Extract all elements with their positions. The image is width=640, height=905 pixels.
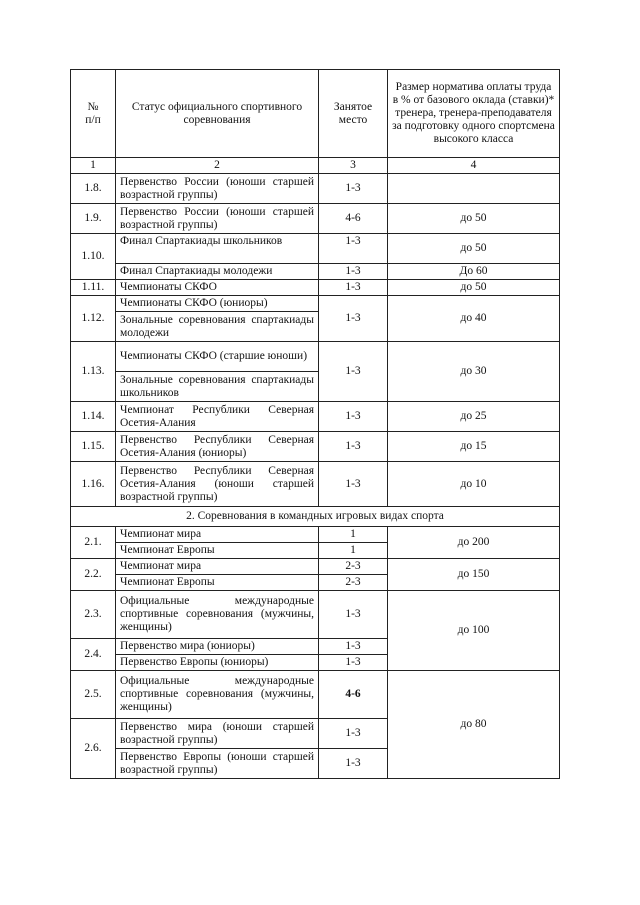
row-status: Первенство Европы (юноши старшей возрастной группы) [116,749,319,779]
row-status: Чемпионат мира [116,559,319,575]
row-pay: до 15 [388,432,560,462]
row-number: 1.15. [71,432,116,462]
row-number: 1.8. [71,174,116,204]
row-number: 2.1. [71,527,116,559]
row-number: 1.11. [71,280,116,296]
row-place: 2-3 [319,575,388,591]
row-place: 1-3 [319,280,388,296]
row-place: 1-3 [319,655,388,671]
header-pay: Размер норматива оплаты труда в % от базового оклада (ставки)* тренера, тренера-преподавателя за подготовку одного спортсмена высокого класса [388,70,560,158]
table-row [71,342,560,372]
section-title: 2. Соревнования в командных игровых видах спорта [71,507,560,527]
row-place: 1-3 [319,432,388,462]
row-place: 1 [319,543,388,559]
table-row [71,296,560,312]
row-number: 2.4. [71,639,116,671]
row-place: 2-3 [319,559,388,575]
row-pay: до 30 [388,342,560,402]
row-status: Официальные международные спортивные соревнования (мужчины, женщины) [116,671,319,719]
table-row [71,462,560,507]
row-status: Первенство России (юноши старшей возрастной группы) [116,204,319,234]
table-row [71,559,560,575]
row-number: 1.16. [71,462,116,507]
row-place: 4-6 [319,204,388,234]
payment-norms-table [70,69,560,779]
table-row [71,402,560,432]
row-pay: до 150 [388,559,560,591]
row-place: 1-3 [319,264,388,280]
row-status: Зональные соревнования спартакиады молодежи [116,312,319,342]
row-status: Чемпионаты СКФО (юниоры) [116,296,319,312]
row-place: 1-3 [319,462,388,507]
row-number: 1.10. [71,234,116,280]
row-pay [388,174,560,204]
row-number: 1.14. [71,402,116,432]
row-status: Чемпионат Европы [116,575,319,591]
table-row [71,234,560,264]
row-place: 1-3 [319,342,388,402]
row-place: 1-3 [319,296,388,342]
table-row [71,204,560,234]
row-number: 2.6. [71,719,116,779]
table-header-row [71,70,560,158]
row-pay: до 50 [388,280,560,296]
table-row [71,264,560,280]
header-number: № п/п [71,70,116,158]
row-status: Зональные соревнования спартакиады школьников [116,372,319,402]
row-number: 1.13. [71,342,116,402]
row-status: Первенство Республики Северная Осетия-Алания (юноши старшей возрастной группы) [116,462,319,507]
row-number: 1.9. [71,204,116,234]
row-status: Финал Спартакиады школьников [116,234,319,264]
row-place: 1-3 [319,234,388,264]
row-status: Чемпионаты СКФО (старшие юноши) [116,342,319,372]
row-place: 1-3 [319,174,388,204]
row-pay: до 100 [388,591,560,671]
row-pay: до 50 [388,204,560,234]
row-pay: до 50 [388,234,560,264]
row-place: 1-3 [319,591,388,639]
colnum-2: 2 [116,158,319,174]
row-status: Первенство мира (юноши старшей возрастной группы) [116,719,319,749]
table-row [71,280,560,296]
row-status: Чемпионат мира [116,527,319,543]
row-status: Официальные международные спортивные соревнования (мужчины, женщины) [116,591,319,639]
row-pay: до 40 [388,296,560,342]
row-place: 1-3 [319,402,388,432]
row-number: 1.12. [71,296,116,342]
row-pay: до 10 [388,462,560,507]
row-status: Чемпионат Республики Северная Осетия-Алания [116,402,319,432]
row-place: 1-3 [319,639,388,655]
row-pay: до 25 [388,402,560,432]
row-place: 1 [319,527,388,543]
table-row [71,527,560,543]
table-row [71,671,560,719]
row-number: 2.2. [71,559,116,591]
row-status: Первенство Европы (юниоры) [116,655,319,671]
row-place: 1-3 [319,719,388,749]
column-numbers-row [71,158,560,174]
row-place: 1-3 [319,749,388,779]
row-status: Первенство России (юноши старшей возрастной группы) [116,174,319,204]
row-status: Первенство Республики Северная Осетия-Алания (юниоры) [116,432,319,462]
row-pay: до 200 [388,527,560,559]
row-status: Чемпионат Европы [116,543,319,559]
row-pay: До 60 [388,264,560,280]
row-status: Финал Спартакиады молодежи [116,264,319,280]
section-heading-row [71,507,560,527]
table-row [71,591,560,639]
row-place: 4-6 [319,671,388,719]
row-status: Чемпионаты СКФО [116,280,319,296]
table-row [71,432,560,462]
header-status: Статус официального спортивного соревнования [116,70,319,158]
row-number: 2.5. [71,671,116,719]
row-pay: до 80 [388,671,560,779]
row-number: 2.3. [71,591,116,639]
row-status: Первенство мира (юниоры) [116,639,319,655]
header-place: Занятое место [319,70,388,158]
colnum-3: 3 [319,158,388,174]
colnum-4: 4 [388,158,560,174]
colnum-1: 1 [71,158,116,174]
table-row [71,174,560,204]
